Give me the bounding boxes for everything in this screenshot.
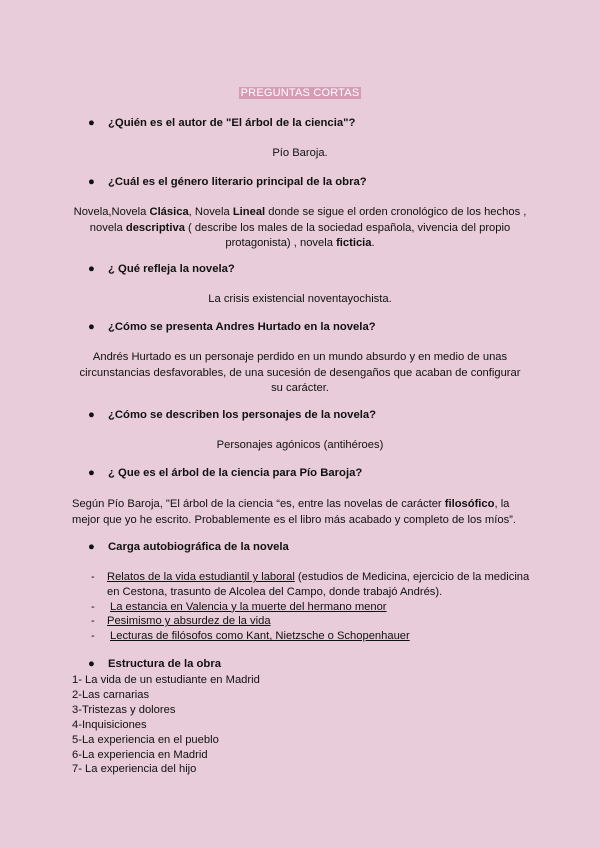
answer-3: La crisis existencial noventayochista. bbox=[208, 293, 392, 305]
list-item bbox=[91, 629, 551, 644]
answer-line bbox=[60, 221, 540, 237]
answer-line: mejor que yo he escrito. Probablemente es el libro más acabado y completo de los míos”. bbox=[72, 513, 516, 526]
underlined-text: La estancia en Valencia y la muerte del hermano menor bbox=[110, 600, 387, 613]
question-text: ¿ Qué refleja la novela? bbox=[108, 263, 235, 275]
answer-line: su carácter. bbox=[271, 382, 329, 394]
text-run: donde se sigue el orden cronológico de los hechos , bbox=[265, 206, 527, 218]
answer-4 bbox=[60, 350, 540, 397]
list-item: 2-Las carnarias bbox=[72, 688, 150, 701]
answer-1: Pío Baroja. bbox=[272, 147, 328, 159]
list-item bbox=[91, 570, 551, 600]
answer-line: circunstancias desfavorables, de una sucesión de desengaños que acaban de configurar bbox=[79, 366, 521, 379]
question-text: ¿Cuál es el género literario principal de la obra? bbox=[108, 176, 367, 188]
text-run: protagonista) , novela bbox=[225, 237, 337, 249]
text-run: . bbox=[371, 237, 375, 249]
bold-run: filosófico bbox=[444, 498, 495, 510]
list-item: 5-La experiencia en el pueblo bbox=[72, 733, 219, 746]
underlined-text: Pesimismo y absurdez de la vida bbox=[107, 615, 271, 628]
answer-5: Personajes agónicos (antihéroes) bbox=[216, 439, 384, 451]
section-structure bbox=[88, 658, 221, 670]
bold-run: descriptiva bbox=[125, 221, 185, 234]
dash-icon: - bbox=[91, 571, 95, 583]
text-run: , Novela bbox=[188, 206, 233, 218]
list-item: 7- La experiencia del hijo bbox=[72, 763, 197, 776]
dash-icon: - bbox=[91, 600, 95, 613]
list-item bbox=[91, 600, 551, 615]
text-run: (estudios de Medicina, ejercicio de la medicina bbox=[294, 571, 530, 583]
list-item bbox=[91, 614, 551, 629]
question-2 bbox=[88, 176, 367, 188]
question-text: ¿Quién es el autor de "El árbol de la ciencia"? bbox=[108, 117, 356, 129]
list-item: 1- La vida de un estudiante en Madrid bbox=[72, 674, 260, 686]
question-text: ¿ Que es el árbol de la ciencia para Pío Baroja? bbox=[108, 467, 363, 479]
autobiographical-list bbox=[91, 570, 551, 644]
title-highlight: PREGUNTAS CORTAS bbox=[240, 87, 360, 99]
text-run: ( describe los males de la sociedad española, vivencia del propio bbox=[184, 221, 511, 234]
text-run: Según Pío Baroja, "El árbol de la ciencia “es, entre las novelas de carácter bbox=[72, 498, 445, 510]
answer-line bbox=[72, 497, 532, 513]
answer-line bbox=[60, 236, 540, 252]
answer-2 bbox=[60, 205, 540, 252]
bullet-icon: ● bbox=[88, 658, 95, 670]
section-heading: Carga autobiográfica de la novela bbox=[108, 541, 289, 553]
bullet-icon: ● bbox=[88, 409, 95, 421]
bold-run: ficticia bbox=[336, 237, 372, 249]
bold-run: Lineal bbox=[232, 206, 266, 218]
section-heading: Estructura de la obra bbox=[108, 658, 222, 670]
bullet-icon: ● bbox=[88, 321, 95, 333]
page-title bbox=[0, 87, 600, 99]
question-1 bbox=[88, 117, 355, 129]
bullet-icon: ● bbox=[88, 117, 95, 129]
bullet-icon: ● bbox=[88, 176, 95, 188]
text-run: , la bbox=[494, 498, 510, 510]
list-item: 4-Inquisiciones bbox=[72, 718, 147, 731]
underlined-text: Relatos de la vida estudiantil y laboral bbox=[107, 571, 295, 583]
bullet-icon: ● bbox=[88, 467, 95, 479]
bullet-icon: ● bbox=[88, 541, 95, 553]
question-text: ¿Cómo se presenta Andres Hurtado en la novela? bbox=[108, 321, 376, 333]
section-autobiographical bbox=[88, 541, 289, 553]
question-text: ¿Cómo se describen los personajes de la novela? bbox=[108, 409, 377, 421]
text-run: Novela,Novela bbox=[73, 206, 150, 218]
text-run: en Cestona, trasunto de Alcolea del Campo, donde trabajó Andrés). bbox=[107, 585, 443, 598]
dash-icon: - bbox=[91, 630, 95, 643]
question-5 bbox=[88, 409, 376, 421]
underlined-text: Lecturas de filósofos como Kant, Nietzsche o Schopenhauer bbox=[110, 630, 410, 643]
dash-icon: - bbox=[91, 615, 95, 628]
question-3 bbox=[88, 263, 235, 275]
text-run: novela bbox=[89, 221, 126, 234]
bullet-icon: ● bbox=[88, 263, 95, 275]
list-item: 3-Tristezas y dolores bbox=[72, 703, 176, 716]
question-6 bbox=[88, 467, 362, 479]
answer-line: Andrés Hurtado es un personaje perdido en un mundo absurdo y en medio de unas bbox=[92, 351, 508, 363]
list-item: 6-La experiencia en Madrid bbox=[72, 748, 208, 761]
question-4 bbox=[88, 321, 376, 333]
bold-run: Clásica bbox=[149, 206, 189, 218]
structure-list bbox=[72, 673, 260, 777]
answer-line bbox=[60, 205, 540, 221]
answer-6 bbox=[72, 497, 532, 528]
